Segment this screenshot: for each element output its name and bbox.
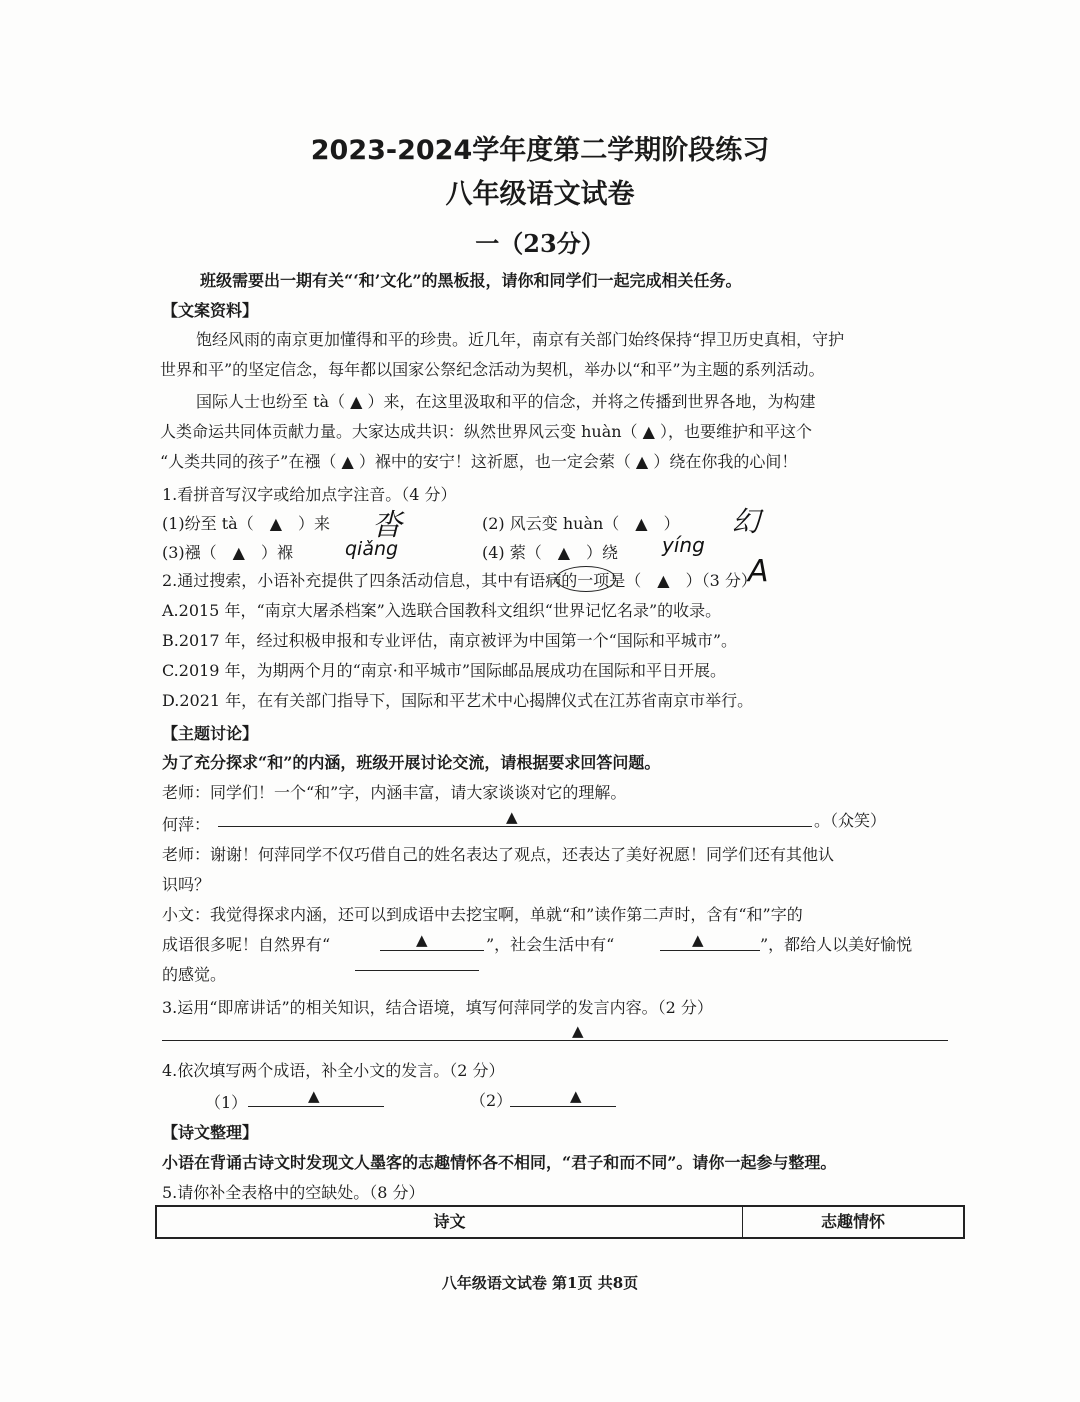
table-header-aspiration: 志趣情怀 [820, 1212, 885, 1231]
q1-answer2-handwriting: 幻 [732, 505, 761, 538]
exam-subtitle: 八年级语文试卷 [445, 179, 635, 210]
poetry-intro: 小语在背诵古诗文时发现文人墨客的志趣情怀各不相同，“君子和而不同”。请你一起参与整理。 [162, 1153, 837, 1172]
heping-answer-line[interactable] [218, 826, 812, 827]
q2-answer-handwriting: A [748, 554, 769, 589]
poetry-heading: 【诗文整理】 [162, 1123, 259, 1142]
teacher-line1: 老师：同学们！一个“和”字，内涵丰富，请大家谈谈对它的理解。 [162, 783, 627, 802]
idiom1-blank-mark: ▲ [416, 931, 428, 949]
q1-item1: (1)纷至 tà（ ▲ ）来 [162, 514, 331, 533]
teacher-line2-cont: 识吗？ [162, 875, 211, 894]
heping-end: 。（众笑） [814, 811, 887, 830]
heping-answer-mark: ▲ [506, 808, 518, 826]
material-p2-line3: “人类共同的孩子”在襁（ ▲ ）褓中的安宁！这祈愿，也一定会萦（ ▲ ）绕在你我的心间！ [160, 452, 798, 471]
section-heading: 一（23分） [475, 229, 605, 258]
material-p2-line1: 国际人士也纷至 tà（ ▲ ）来，在这里汲取和平的信念，并将之传播到世界各地，为构建 [196, 392, 816, 411]
page-footer: 八年级语文试卷 第1页 共8页 [441, 1274, 639, 1292]
idiom2-blank[interactable] [660, 950, 760, 951]
q2-option-b: B.2017 年，经过积极申报和专业评估，南京被评为中国第一个“国际和平城市”。 [162, 631, 738, 650]
q1-answer3-handwriting: qiǎng [345, 538, 399, 560]
teacher-line2: 老师：谢谢！何萍同学不仅巧借自己的姓名表达了观点，还表达了美好祝愿！同学们还有其他认 [162, 845, 835, 864]
exam-title: 2023-2024学年度第二学期阶段练习 [310, 135, 770, 166]
q5-stem: 5.请你补全表格中的空缺处。（8 分） [162, 1183, 425, 1202]
q1-item3: (3)襁（ ▲ ）褓 [162, 543, 293, 562]
q4-answer1-mark: ▲ [308, 1087, 320, 1105]
idiom1-blank[interactable] [380, 950, 484, 951]
q4-stem: 4.依次填写两个成语，补全小文的发言。（2 分） [162, 1061, 505, 1080]
q4-answer1-line[interactable] [248, 1106, 384, 1107]
q1-answer1-handwriting: 沓 [372, 508, 402, 543]
q1-answer4-handwriting: yíng [662, 533, 705, 557]
xiaowen-line2-c: ”，都给人以美好愉悦 [760, 935, 913, 954]
q1-item2: (2) 风云变 huàn（ ▲ ） [482, 514, 680, 533]
poetry-table [155, 1205, 965, 1239]
table-header-poem: 诗文 [157, 1207, 743, 1237]
q3-stem: 3.运用“即席讲话”的相关知识，结合语境，填写何萍同学的发言内容。（2 分） [162, 998, 713, 1017]
heping-label: 何萍： [162, 815, 211, 834]
q3-answer-mark: ▲ [572, 1022, 584, 1040]
material-p1-line1: 饱经风雨的南京更加懂得和平的珍贵。近几年，南京有关部门始终保持“捍卫历史真相，守护 [196, 330, 845, 349]
q2-option-c: C.2019 年，为期两个月的“南京·和平城市”国际邮品展成功在国际和平日开展。 [162, 661, 727, 680]
handwritten-circle-mark [556, 566, 616, 592]
intro-text: 班级需要出一期有关“‘和’文化”的黑板报，请你和同学们一起完成相关任务。 [200, 271, 742, 290]
q4-answer1-label: （1） [205, 1093, 248, 1112]
xiaowen-line2-a: 成语很多呢！自然界有“ [162, 935, 331, 954]
q1-stem: 1.看拼音写汉字或给加点字注音。（4 分） [162, 485, 457, 504]
q4-answer2-label: （2） [470, 1091, 513, 1110]
q1-item4: (4) 萦（ ▲ ）绕 [482, 543, 619, 562]
idiom2-blank-mark: ▲ [692, 931, 704, 949]
discussion-intro: 为了充分探求“和”的内涵，班级开展讨论交流，请根据要求回答问题。 [162, 753, 661, 772]
q2-stem: 2.通过搜索，小语补充提供了四条活动信息，其中有语病的一项是（ ▲ ）（3 分） [162, 571, 757, 590]
xiaowen-line2-b: ”，社会生活中有“ [486, 935, 615, 954]
handwritten-underline [355, 970, 479, 971]
material-heading: 【文案资料】 [162, 301, 259, 320]
q2-option-d: D.2021 年，在有关部门指导下，国际和平艺术中心揭牌仪式在江苏省南京市举行。 [162, 691, 754, 710]
q3-answer-line[interactable] [162, 1040, 948, 1041]
material-p1-line2: 世界和平”的坚定信念，每年都以国家公祭纪念活动为契机，举办以“和平”为主题的系列活动。 [160, 360, 825, 379]
q4-answer2-mark: ▲ [570, 1087, 582, 1105]
discussion-heading: 【主题讨论】 [162, 724, 259, 743]
q2-option-a: A.2015 年，“南京大屠杀档案”入选联合国教科文组织“世界记忆名录”的收录。 [162, 601, 722, 620]
material-p2-line2: 人类命运共同体贡献力量。大家达成共识：纵然世界风云变 huàn（ ▲ ），也要维护和平这个 [160, 422, 813, 441]
xiaowen-line1: 小文：我觉得探求内涵，还可以到成语中去挖宝啊，单就“和”读作第二声时，含有“和”字的 [162, 905, 803, 924]
xiaowen-line3: 的感觉。 [162, 965, 227, 984]
q4-answer2-line[interactable] [510, 1106, 616, 1107]
